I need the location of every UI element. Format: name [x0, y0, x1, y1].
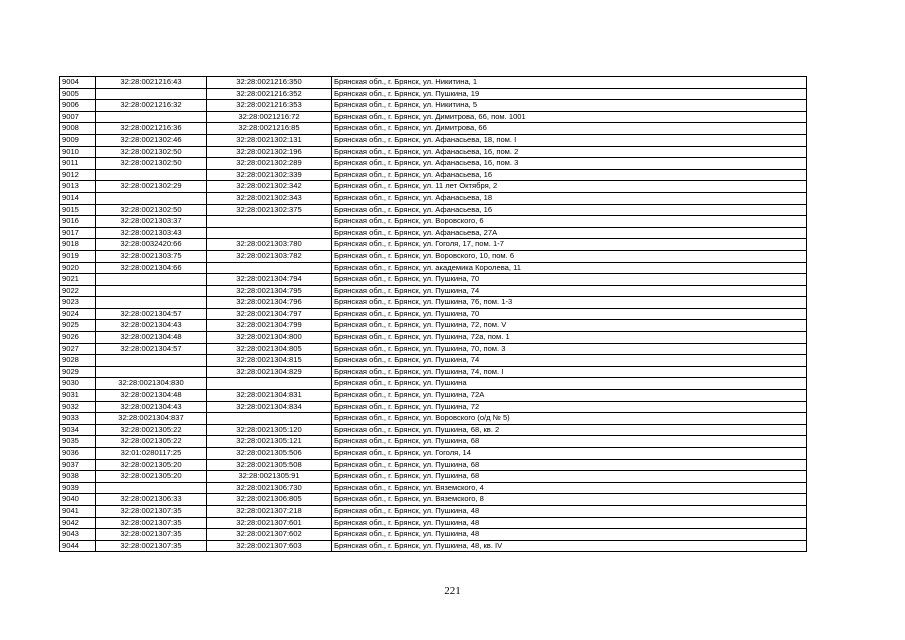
land-cadastral-number-cell: 32:28:0021305:22: [96, 424, 207, 436]
object-cadastral-number-cell: 32:28:0021305:91: [207, 471, 332, 483]
record-number-cell: 9037: [60, 459, 96, 471]
land-cadastral-number-cell: 32:28:0021304:66: [96, 262, 207, 274]
table-row: [60, 181, 807, 193]
object-cadastral-number-cell: 32:28:0021216:72: [207, 111, 332, 123]
address-cell: Брянская обл., г. Брянск, ул. Пушкина, 74, пом. I: [332, 366, 807, 378]
address-cell: Брянская обл., г. Брянск, ул. Пушкина, 68: [332, 436, 807, 448]
object-cadastral-number-cell: 32:28:0021216:352: [207, 88, 332, 100]
table-row: [60, 366, 807, 378]
object-cadastral-number-cell: [207, 262, 332, 274]
address-cell: Брянская обл., г. Брянск, ул. Пушкина, 48: [332, 517, 807, 529]
object-cadastral-number-cell: 32:28:0021307:218: [207, 505, 332, 517]
land-cadastral-number-cell: 32:28:0021304:57: [96, 308, 207, 320]
registry-table: [59, 76, 807, 552]
table-row: [60, 401, 807, 413]
address-cell: Брянская обл., г. Брянск, ул. Пушкина, 68: [332, 459, 807, 471]
record-number-cell: 9017: [60, 227, 96, 239]
record-number-cell: 9029: [60, 366, 96, 378]
address-cell: Брянская обл., г. Брянск, ул. Пушкина, 70, пом. 3: [332, 343, 807, 355]
address-cell: Брянская обл., г. Брянск, ул. Пушкина, 74: [332, 355, 807, 367]
land-cadastral-number-cell: [96, 274, 207, 286]
land-cadastral-number-cell: 32:28:0021304:43: [96, 401, 207, 413]
land-cadastral-number-cell: 32:28:0021303:37: [96, 216, 207, 228]
record-number-cell: 9013: [60, 181, 96, 193]
address-cell: Брянская обл., г. Брянск, ул. Вяземского, 4: [332, 482, 807, 494]
table-row: [60, 505, 807, 517]
address-cell: Брянская обл., г. Брянск, ул. Вяземского, 8: [332, 494, 807, 506]
record-number-cell: 9019: [60, 250, 96, 262]
object-cadastral-number-cell: 32:28:0021307:603: [207, 540, 332, 552]
record-number-cell: 9012: [60, 169, 96, 181]
record-number-cell: 9034: [60, 424, 96, 436]
land-cadastral-number-cell: 32:28:0021306:33: [96, 494, 207, 506]
table-row: [60, 355, 807, 367]
address-cell: Брянская обл., г. Брянск, ул. Пушкина, 76, пом. 1-3: [332, 297, 807, 309]
record-number-cell: 9016: [60, 216, 96, 228]
table-row: [60, 192, 807, 204]
object-cadastral-number-cell: 32:28:0021216:350: [207, 77, 332, 89]
address-cell: Брянская обл., г. Брянск, ул. Пушкина: [332, 378, 807, 390]
land-cadastral-number-cell: 32:28:0021302:50: [96, 158, 207, 170]
land-cadastral-number-cell: 32:28:0021305:20: [96, 471, 207, 483]
record-number-cell: 9010: [60, 146, 96, 158]
address-cell: Брянская обл., г. Брянск, ул. Афанасьева, 18, пом. I: [332, 134, 807, 146]
table-row: [60, 146, 807, 158]
object-cadastral-number-cell: 32:28:0021307:601: [207, 517, 332, 529]
table-row: [60, 459, 807, 471]
table-row: [60, 239, 807, 251]
object-cadastral-number-cell: [207, 227, 332, 239]
address-cell: Брянская обл., г. Брянск, ул. Пушкина, 70: [332, 308, 807, 320]
table-row: [60, 216, 807, 228]
address-cell: Брянская обл., г. Брянск, ул. Пушкина, 68, кв. 2: [332, 424, 807, 436]
address-cell: Брянская обл., г. Брянск, ул. Пушкина, 72, пом. V: [332, 320, 807, 332]
land-cadastral-number-cell: 32:28:0021216:43: [96, 77, 207, 89]
table-row: [60, 390, 807, 402]
table-row: [60, 494, 807, 506]
address-cell: Брянская обл., г. Брянск, ул. Воровского (о/д № 5): [332, 413, 807, 425]
object-cadastral-number-cell: 32:28:0021305:508: [207, 459, 332, 471]
object-cadastral-number-cell: 32:28:0021302:342: [207, 181, 332, 193]
land-cadastral-number-cell: 32:28:0021302:29: [96, 181, 207, 193]
object-cadastral-number-cell: 32:28:0021307:602: [207, 529, 332, 541]
record-number-cell: 9025: [60, 320, 96, 332]
address-cell: Брянская обл., г. Брянск, ул. Пушкина, 19: [332, 88, 807, 100]
address-cell: Брянская обл., г. Брянск, ул. 11 лет Октября, 2: [332, 181, 807, 193]
record-number-cell: 9015: [60, 204, 96, 216]
address-cell: Брянская обл., г. Брянск, ул. Никитина, 1: [332, 77, 807, 89]
table-row: [60, 111, 807, 123]
record-number-cell: 9043: [60, 529, 96, 541]
object-cadastral-number-cell: 32:28:0021306:805: [207, 494, 332, 506]
land-cadastral-number-cell: 32:28:0021305:22: [96, 436, 207, 448]
object-cadastral-number-cell: 32:28:0021302:375: [207, 204, 332, 216]
land-cadastral-number-cell: 32:28:0021307:35: [96, 529, 207, 541]
address-cell: Брянская обл., г. Брянск, ул. Гоголя, 17, пом. 1-7: [332, 239, 807, 251]
address-cell: Брянская обл., г. Брянск, ул. академика Королева, 11: [332, 262, 807, 274]
address-cell: Брянская обл., г. Брянск, ул. Пушкина, 48: [332, 529, 807, 541]
address-cell: Брянская обл., г. Брянск, ул. Афанасьева, 18: [332, 192, 807, 204]
table-row: [60, 424, 807, 436]
table-row: [60, 482, 807, 494]
land-cadastral-number-cell: 32:28:0021307:35: [96, 517, 207, 529]
record-number-cell: 9008: [60, 123, 96, 135]
address-cell: Брянская обл., г. Брянск, ул. Пушкина, 72А: [332, 390, 807, 402]
land-cadastral-number-cell: 32:28:0021304:837: [96, 413, 207, 425]
object-cadastral-number-cell: 32:28:0021305:121: [207, 436, 332, 448]
table-row: [60, 285, 807, 297]
land-cadastral-number-cell: 32:28:0021307:35: [96, 505, 207, 517]
record-number-cell: 9005: [60, 88, 96, 100]
table-row: [60, 100, 807, 112]
table-row: [60, 169, 807, 181]
table-row: [60, 413, 807, 425]
address-cell: Брянская обл., г. Брянск, ул. Димитрова, 66, пом. 1001: [332, 111, 807, 123]
object-cadastral-number-cell: 32:28:0021306:730: [207, 482, 332, 494]
record-number-cell: 9032: [60, 401, 96, 413]
table-row: [60, 262, 807, 274]
record-number-cell: 9030: [60, 378, 96, 390]
object-cadastral-number-cell: 32:28:0021302:343: [207, 192, 332, 204]
table-row: [60, 88, 807, 100]
record-number-cell: 9033: [60, 413, 96, 425]
object-cadastral-number-cell: 32:28:0021304:831: [207, 390, 332, 402]
object-cadastral-number-cell: 32:28:0021216:85: [207, 123, 332, 135]
object-cadastral-number-cell: 32:28:0021304:794: [207, 274, 332, 286]
address-cell: Брянская обл., г. Брянск, ул. Пушкина, 74: [332, 285, 807, 297]
object-cadastral-number-cell: 32:28:0021304:797: [207, 308, 332, 320]
object-cadastral-number-cell: 32:28:0021303:782: [207, 250, 332, 262]
record-number-cell: 9038: [60, 471, 96, 483]
table-row: [60, 308, 807, 320]
address-cell: Брянская обл., г. Брянск, ул. Пушкина, 72: [332, 401, 807, 413]
record-number-cell: 9022: [60, 285, 96, 297]
land-cadastral-number-cell: 32:28:0021302:50: [96, 146, 207, 158]
object-cadastral-number-cell: 32:28:0021302:339: [207, 169, 332, 181]
table-row: [60, 227, 807, 239]
address-cell: Брянская обл., г. Брянск, ул. Воровского, 6: [332, 216, 807, 228]
land-cadastral-number-cell: 32:28:0021304:830: [96, 378, 207, 390]
address-cell: Брянская обл., г. Брянск, ул. Пушкина, 72а, пом. 1: [332, 332, 807, 344]
object-cadastral-number-cell: 32:28:0021304:795: [207, 285, 332, 297]
object-cadastral-number-cell: 32:28:0021305:506: [207, 448, 332, 460]
address-cell: Брянская обл., г. Брянск, ул. Пушкина, 48: [332, 505, 807, 517]
address-cell: Брянская обл., г. Брянск, ул. Афанасьева, 27А: [332, 227, 807, 239]
land-cadastral-number-cell: 32:28:0021303:75: [96, 250, 207, 262]
table-row: [60, 250, 807, 262]
object-cadastral-number-cell: 32:28:0021304:829: [207, 366, 332, 378]
table-row: [60, 332, 807, 344]
object-cadastral-number-cell: 32:28:0021216:353: [207, 100, 332, 112]
land-cadastral-number-cell: 32:28:0021304:48: [96, 332, 207, 344]
object-cadastral-number-cell: [207, 413, 332, 425]
address-cell: Брянская обл., г. Брянск, ул. Пушкина, 70: [332, 274, 807, 286]
object-cadastral-number-cell: 32:28:0021304:800: [207, 332, 332, 344]
land-cadastral-number-cell: [96, 297, 207, 309]
land-cadastral-number-cell: 32:28:0021303:43: [96, 227, 207, 239]
land-cadastral-number-cell: [96, 111, 207, 123]
address-cell: Брянская обл., г. Брянск, ул. Никитина, 5: [332, 100, 807, 112]
land-cadastral-number-cell: 32:28:0021216:32: [96, 100, 207, 112]
object-cadastral-number-cell: 32:28:0021304:805: [207, 343, 332, 355]
table-row: [60, 274, 807, 286]
object-cadastral-number-cell: 32:28:0021305:120: [207, 424, 332, 436]
table-row: [60, 297, 807, 309]
record-number-cell: 9021: [60, 274, 96, 286]
table-row: [60, 540, 807, 552]
record-number-cell: 9004: [60, 77, 96, 89]
table-row: [60, 378, 807, 390]
record-number-cell: 9014: [60, 192, 96, 204]
page-number: 221: [444, 585, 461, 597]
record-number-cell: 9018: [60, 239, 96, 251]
table-row: [60, 529, 807, 541]
address-cell: Брянская обл., г. Брянск, ул. Воровского, 10, пом. 6: [332, 250, 807, 262]
record-number-cell: 9028: [60, 355, 96, 367]
address-cell: Брянская обл., г. Брянск, ул. Димитрова, 66: [332, 123, 807, 135]
object-cadastral-number-cell: 32:28:0021304:799: [207, 320, 332, 332]
object-cadastral-number-cell: 32:28:0021302:289: [207, 158, 332, 170]
land-cadastral-number-cell: 32:28:0021304:48: [96, 390, 207, 402]
object-cadastral-number-cell: 32:28:0021304:815: [207, 355, 332, 367]
land-cadastral-number-cell: 32:28:0021216:36: [96, 123, 207, 135]
record-number-cell: 9007: [60, 111, 96, 123]
land-cadastral-number-cell: 32:28:0021302:46: [96, 134, 207, 146]
table-row: [60, 123, 807, 135]
land-cadastral-number-cell: 32:01:0280117:25: [96, 448, 207, 460]
address-cell: Брянская обл., г. Брянск, ул. Афанасьева, 16, пом. 2: [332, 146, 807, 158]
record-number-cell: 9026: [60, 332, 96, 344]
table-row: [60, 320, 807, 332]
address-cell: Брянская обл., г. Брянск, ул. Пушкина, 48, кв. IV: [332, 540, 807, 552]
registry-table-body: [60, 77, 807, 552]
land-cadastral-number-cell: [96, 482, 207, 494]
table-row: [60, 471, 807, 483]
object-cadastral-number-cell: [207, 216, 332, 228]
record-number-cell: 9023: [60, 297, 96, 309]
record-number-cell: 9031: [60, 390, 96, 402]
object-cadastral-number-cell: 32:28:0021304:796: [207, 297, 332, 309]
record-number-cell: 9042: [60, 517, 96, 529]
object-cadastral-number-cell: 32:28:0021303:780: [207, 239, 332, 251]
land-cadastral-number-cell: 32:28:0021305:20: [96, 459, 207, 471]
record-number-cell: 9036: [60, 448, 96, 460]
record-number-cell: 9041: [60, 505, 96, 517]
record-number-cell: 9027: [60, 343, 96, 355]
record-number-cell: 9006: [60, 100, 96, 112]
table-row: [60, 436, 807, 448]
object-cadastral-number-cell: 32:28:0021304:834: [207, 401, 332, 413]
land-cadastral-number-cell: 32:28:0021302:50: [96, 204, 207, 216]
land-cadastral-number-cell: [96, 285, 207, 297]
object-cadastral-number-cell: 32:28:0021302:196: [207, 146, 332, 158]
record-number-cell: 9039: [60, 482, 96, 494]
record-number-cell: 9011: [60, 158, 96, 170]
address-cell: Брянская обл., г. Брянск, ул. Пушкина, 68: [332, 471, 807, 483]
table-row: [60, 134, 807, 146]
object-cadastral-number-cell: 32:28:0021302:131: [207, 134, 332, 146]
record-number-cell: 9040: [60, 494, 96, 506]
address-cell: Брянская обл., г. Брянск, ул. Афанасьева, 16: [332, 169, 807, 181]
table-row: [60, 517, 807, 529]
address-cell: Брянская обл., г. Брянск, ул. Афанасьева, 16: [332, 204, 807, 216]
land-cadastral-number-cell: [96, 355, 207, 367]
record-number-cell: 9020: [60, 262, 96, 274]
table-row: [60, 204, 807, 216]
table-row: [60, 343, 807, 355]
record-number-cell: 9044: [60, 540, 96, 552]
land-cadastral-number-cell: [96, 88, 207, 100]
address-cell: Брянская обл., г. Брянск, ул. Гоголя, 14: [332, 448, 807, 460]
object-cadastral-number-cell: [207, 378, 332, 390]
table-row: [60, 77, 807, 89]
table-row: [60, 448, 807, 460]
land-cadastral-number-cell: [96, 366, 207, 378]
land-cadastral-number-cell: 32:28:0032420:66: [96, 239, 207, 251]
land-cadastral-number-cell: 32:28:0021304:43: [96, 320, 207, 332]
address-cell: Брянская обл., г. Брянск, ул. Афанасьева, 16, пом. 3: [332, 158, 807, 170]
land-cadastral-number-cell: [96, 169, 207, 181]
record-number-cell: 9035: [60, 436, 96, 448]
land-cadastral-number-cell: [96, 192, 207, 204]
land-cadastral-number-cell: 32:28:0021307:35: [96, 540, 207, 552]
record-number-cell: 9024: [60, 308, 96, 320]
table-row: [60, 158, 807, 170]
record-number-cell: 9009: [60, 134, 96, 146]
land-cadastral-number-cell: 32:28:0021304:57: [96, 343, 207, 355]
